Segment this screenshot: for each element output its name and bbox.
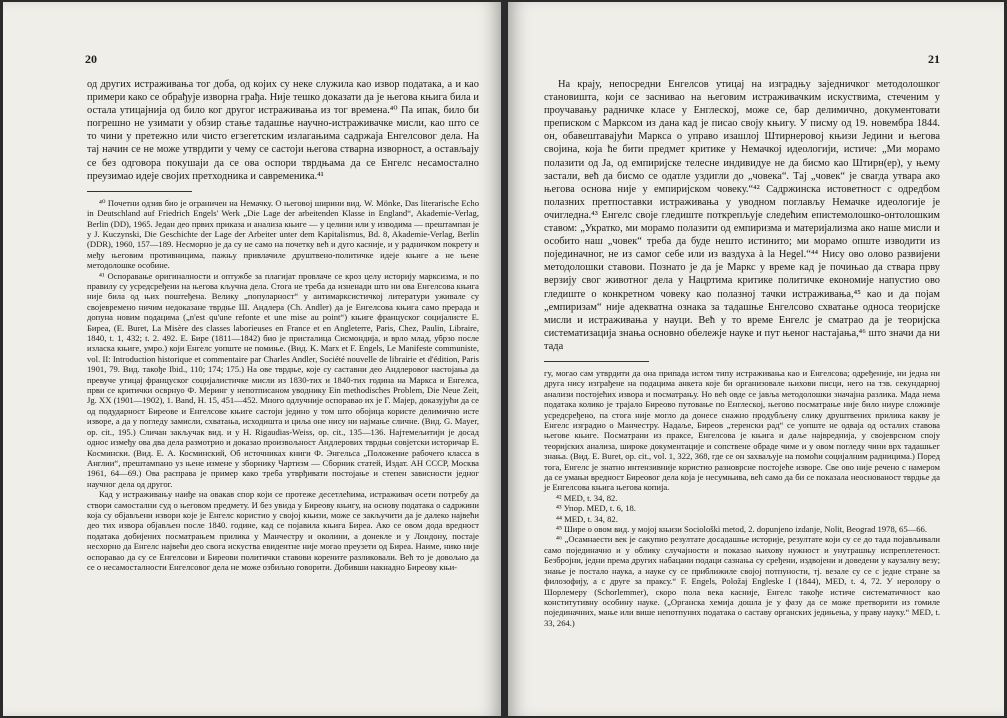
page-number-right: 21 xyxy=(928,52,940,66)
footnote-44: ⁴⁴ MED, t. 34, 82. xyxy=(556,513,618,524)
right-page xyxy=(508,2,1004,716)
right-footnotes xyxy=(544,368,940,628)
footnote-45: ⁴⁵ Шире о овом вид. у мојој књизи Sociološki metod, 2. dopunjeno izdanje, Nolit, Beograd 1978, 65—66. xyxy=(556,524,927,535)
left-body-paragraph: од других истраживања тог доба, од којих су неке служила као извор података, а и као примери како се обрађује изворна грађа. Није тешко доказати да је његова књига била и остала утицајнија од било ког другог истраживања из тог времена.⁴⁰ Па ипак, било би погрешно не узимати у обзир стање тадашње научно-истраживачке мисли, као што се то чини у претежно или чисто егзегетским излагањима садржаја Енгелсовог дела. На тај начин се не може утврдити у чему се састоји његова стварна изворност, а остављају се без одговора покушаји да се ова оспори тврдњама да се Енгелс несамостално преузимао идеје својих претходника и савременика.⁴¹ xyxy=(87,79,479,182)
right-body-paragraph: На крају, непосредни Енгелсов утицај на изградњу заједничког методолошког становишта, који се заснивао на његовим истраживачким искуствима, стеченим у проучавању радничке класе у Енглеској, може се, бар делимично, документовати преписком с Марксом из дана кад је писао своју књигу. У писму од 19. новембра 1844. он, обавештавајући Маркса о управо изашлој Штирнеровој књизи Једини и његова својина, која ће бити предмет критике у Немачкој идеологији, истиче: „Ми морамо полазити од Ја, од емпиријске телесне индивидуе не да бисмо као Штирн(ер), у њему застали, већ да бисмо се одатле уздигли до „човека“. Тај „човек“ је свагда утвара ако његова основа није у емпиријском човеку.“⁴² Садржинска истоветност с одредбом полазних претпоставки истраживања у уводном поглављу Немачке идеологије је очигледна.⁴³ Енгелс своје гледиште поткрепљује следећим епистемолошко-онтолошким ставом: „Укратко, ми морамо полазити од емпиризма и материјализма ако наше мисли и особито наш „човек“ треба да буде нешто истинито; ми морамо опште изводити из појединачног, не из самог себе или из ваздуха à la Hegel.“⁴⁴ Нису ово олово развијени методолошки ставови. Познато је да је Маркс у време кад је почињао да ствара прву верзију свог животног дела у Нацртима критике политичке економије напустио ово гледиште о конкретном човеку као полазној тачки истраживања,⁴⁵ као и да појам „емпиризам“ није адекватна ознака за тадашње Енгелсово схватање односа теоријске мисли и истраживања у науци. Већ у то време Енгелс је сматрао да је теоријска систематизација знања основно обележје науке и пут њеног настајања,⁴⁶ што значи да ни тада xyxy=(544,79,940,352)
footnote-41-continued: гу, могао сам утврдити да она припада истом типу истраживања као и Енгелсова; одређеније, ни једна ни друга нису изграђене на подацима анкета које би организовале њихови писци, него на тзв. секундарној анализи постојећих извора и посматрању. Но већ овде се јавља методолошки значајна разлика. Мада нема података колико је трајало Биреово путовање по Енглеској, његово посматрање није било ниуре сложније усредсређено, па стога није могло да донесе снажно продубљену слику друштвених прилика какву је Енгелс изградио о Манчестру. Надаље, Биреов „теренски рад“ се уопште не одваја од осталих ставова његове књиге. Посматрани из праксе, Енгелсова је књига и даље највреднија, у својеврсном споју теоријских анализа, широке документације и сопствене обраде чиме и у овом погледу чини врх тадашњег знања. (Вид. E. Buret, op. cit., vol. 1, 322, 368, где се он захваљује на помоћи социјалним радницима.) Поред тога, Енгелс је знатно интензивније користио разноврсне постојеће изворе. Све ово није речено с намером да се умањи вредност Биреовог дела која је несумњива, већ само да би се показала неоснованост тврдње да је Енгелсова књига његова копија. xyxy=(544,367,940,493)
right-body xyxy=(544,78,940,353)
footnote-rule xyxy=(544,361,649,362)
footnote-rule xyxy=(87,191,192,192)
left-body xyxy=(87,78,479,183)
footnote-46: ⁴⁶ „Осамнаести век је сакупио резултате досадашње историје, резултате који су се до тада појављивали само појединачно и у облику случајности и показао њихову нужност и унутрашњу испреплетеност. Безбројни, једни према других набацани подаци сазнања су сређени, издвојени и доведени у каузалну везу; знање је постало наука, а науке су се приближиле својој потпуности, тј. везале су се с једне стране за филозофију, а с друге за праксу.“ F. Engels, Položaj Engleske I (1844), MED, t. 4, 72. У неролору о Шорлемеру (Schorlemmer), скоро пола века касније, Енгелс такође истиче систематичност као конститутивну особину науке. („Органска хемија дошла је у фазу да се може претворити из гомиле појединачних, мање или више непотпуних података о саставу органских једињења, у праву науку.“ MED, t. 33, 264.) xyxy=(544,534,940,628)
page-number-left: 20 xyxy=(85,52,97,66)
left-page xyxy=(3,2,501,716)
left-footnotes xyxy=(87,198,479,573)
footnote-41-continuation: Кад у истраживању наиђе на овакав спор који се протеже десетлећима, истраживач осети потребу да створи самостални суд о његовом предмету. И без увида у Биреову књигу, на основу података о садржини која су објављени извори које је Енгелс користио у својој књизи, може се закључити да је далеко највећи део тих извора објављен после 1840. године, кад се појавила књига Бирea. Ако се овом дода вредност података добијених посматрањем прилика у Манчестру и околини, а донекле и у Лондону, постаје несхорно да Енгелс највећи део свога искуства евидентне није могао преузети од Бирeа. Наиме, нико није оспоравао да су се Енгелсови и Биреови политички ставови корените разликовали. Већ то је довољно да се о несамосталности Енгелсовог дела не може озбиљно говорити. Добивши накнадно Биреову књи- xyxy=(87,489,479,572)
footnote-40: ⁴⁰ Почетни одзив био је ограничен на Немачку. О његовој ширини вид. W. Mönke, Das literarische Echo in Deutschland auf Friedrich Engels' Werk „Die Lage der arbeitenden Klasse in England“, Akademie-Verlag, Berlin (DD), 1965. Један део првих приказа и анализа књиге — у целини или у изводима — прештампан је у J. Kuczynski, Die Geschichte der Lage der Arbeiter unter dem Kapitalismus, Bd. 8, Akademie-Verlag, Berlin (DDR), 1960, 157—189. Несморно је да су не само на почетку већ и дуго касније, и у радничком покрету и међу његовим противницима, пажњу привлачиле друштвено-политичке идеје књиге а не њене методолошке особине. xyxy=(87,197,479,271)
footnote-43: ⁴³ Упор. MED, t. 6, 18. xyxy=(556,503,636,514)
footnote-42: ⁴² MED, t. 34, 82. xyxy=(556,492,618,503)
footnote-41: ⁴¹ Оспоравање оригиналности и оптужбе за плагијат провлаче се кроз целу историју марксизма, и по правилу су усредсређени на његова кључна дела. Стога не треба да изненади што ни ова Енгелсова књига није била од њих поштеђена. Велику „популарност“ у антимарксистичкој литератури уживале су својевремено ничим недоказане тврдње Ш. Андлера (Ch. Andler) да је Енгелсова књига само прерада и допуна новим подацима („n'est qu'une refonte et une mise au point“) књиге француског социјалисте Е. Бирeа, (E. Buret, La Misère des classes laborieuses en France et en Angleterre, Paris, Chez, Paulin, Libraire, 1840, t. 1, 432; t. 2. 492. Е. Бире (1811—1842) био је присталица Сисмондија, и врло млад, убрзо после изласка књиге, умро.) који Енгелс уопште не помиње. (Вид. K. Marx et F. Engels, Le Manifeste communiste, vol. II: Introduction historique et commentaire par Charles Andler, Société nouvelle de librairie et d'édition, Paris 1901, 79. Вид. такође Ibid., 110; 174; 175.) На ове тврдње, које су саставни део Андлеровог настојања да превуче утицај француског социјалистичке мисли из 1830-тих и 1840-тих година на Маркса и Енгелса, први се критички осврнуо Ф. Меринг у непотписаном уводнику Ein methodisches Problem, Die Neue Zeit, Jg. XX (1901—1902), 1. Band, H. 15, 451—452. Много одлучније оспоравао их је Г. Мајер, доказујући да се од подударност Биреове и Енгелсове књиге састоји једино у том што обоjица користе делимично исте изворе, а да у погледу замисли, схватања, исходишта и циља оне нису ни најмање сличне. (Вид. G. Mayer, op. cit., 195.) Сличан закључак вид. и у H. Rigaudias-Weiss, op. cit., 135—136. Најтемељитији је досад однос између ова два дела размотрио и доказао произвољност Андлерових тврдњи совјетски историчар Е. Космински. (Вид. Е. А. Косминский, Об источниках книги Ф. Энгельса „Положение рабочего класса в Англии“, прештампано уз њене измене у зборнику Чартизм — Сборник статей, Издат. АН СССР, Москва 1961, 64—69.) Ова распрaва је пример како треба утврђивати постојање и степен зависности једног научног дела од другог. xyxy=(87,270,479,489)
